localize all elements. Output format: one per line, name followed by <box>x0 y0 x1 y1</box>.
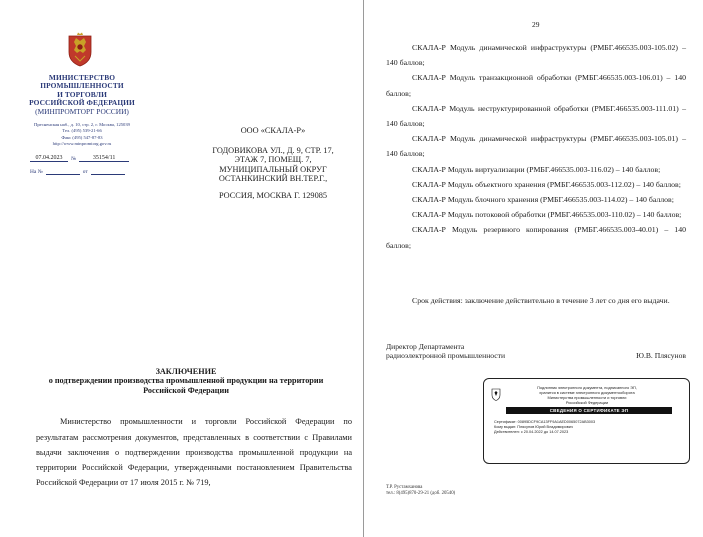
product-list <box>386 40 686 253</box>
coat-of-arms-icon <box>491 387 501 401</box>
stamp-valid-label: Действителен: <box>494 430 520 435</box>
reply-from: от <box>82 169 88 175</box>
conclusion-title <box>36 367 336 395</box>
ministry-name <box>20 74 144 116</box>
list-item: СКАЛА-Р Модуль потоковой обработки (РМБГ.466535.003-110.02) – 140 баллов; <box>412 210 682 220</box>
document-number: 35154/11 <box>79 155 129 162</box>
list-item: СКАЛА-Р Модуль динамической инфраструктуры (РМБГ.466535.003-105.01) – 140 баллов; <box>386 134 686 159</box>
validity-statement: Срок действия: заключение действительно в течение 3 лет со дня его выдачи. <box>412 296 670 305</box>
stamp-owner-value: Плясунов Юрий Владимирович <box>517 425 573 430</box>
addressee-block <box>198 126 348 201</box>
executor-name: Т.Р. Рустамханова <box>386 485 423 490</box>
ministry-line-4: РОССИЙСКОЙ ФЕДЕРАЦИИ <box>29 98 135 108</box>
stamp-header-line: Подлинник электронного документа, подписанного ЭП, <box>537 385 637 390</box>
list-item: СКАЛА-Р Модуль резервного копирования (РМБГ.466535.003-40.01) – 140 баллов; <box>386 225 686 250</box>
stamp-owner-label: Кому выдан: <box>494 425 517 430</box>
addressee-address-line-4: ОСТАНКИНСКИЙ ВН.ТЕР.Г., <box>218 174 328 184</box>
ministry-address: Пресненская наб., д. 10, стр. 2, г. Москва, 125039 <box>34 122 130 127</box>
addressee-city: РОССИЯ, МОСКВА Г. 129085 <box>218 190 328 200</box>
signer-title-2: радиоэлектронной промышленности <box>386 351 506 361</box>
ministry-fax: Факс (495) 547-87-83 <box>61 134 103 140</box>
addressee-org: ООО «СКАЛА-Р» <box>240 126 306 135</box>
stamp-details <box>494 420 684 435</box>
ministry-short-name: (МИНПРОМТОРГ РОССИИ) <box>35 106 129 116</box>
list-item: СКАЛА-Р Модуль неструктурированной обработки (РМБГ.466535.003-111.01) – 140 баллов; <box>386 103 686 129</box>
stamp-valid-value: с 20.04.2022 до 14.07.2023 <box>520 430 569 435</box>
reply-prefix: На № <box>30 169 43 175</box>
conclusion-title-3: Российской Федерации <box>143 385 229 395</box>
signer-title-1: Директор Департамента <box>386 342 465 351</box>
coat-of-arms-icon <box>66 32 94 68</box>
list-item: СКАЛА-Р Модуль виртуализации (РМБГ.466535.003-116.02) – 140 баллов; <box>412 164 661 174</box>
ministry-line-1: МИНИСТЕРСТВО <box>48 73 116 82</box>
stamp-header-line: Российской Федерации <box>565 400 609 405</box>
ministry-contacts <box>20 122 144 148</box>
ministry-line-3: И ТОРГОВЛИ <box>57 89 107 99</box>
stamp-header <box>502 385 672 405</box>
stamp-valid-row <box>494 430 684 435</box>
conclusion-title-1: ЗАКЛЮЧЕНИЕ <box>155 367 217 376</box>
list-item: СКАЛА-Р Модуль объектного хранения (РМБГ.466535.003-112.02) – 140 баллов; <box>412 179 681 189</box>
ministry-line-2: ПРОМЫШЛЕННОСТИ <box>40 81 124 91</box>
registration-line <box>30 155 142 162</box>
addressee-address-line-2: ЭТАЖ 7, ПОМЕЩ. 7, <box>234 155 312 165</box>
ministry-website: http://www.minpromtorg.gov.ru <box>52 141 112 147</box>
reply-date-blank <box>91 174 125 175</box>
signer-name: Ю.В. Плясунов <box>636 351 686 361</box>
number-sign: № <box>71 156 77 162</box>
reply-line <box>30 169 142 175</box>
list-item: СКАЛА-Р Модуль динамической инфраструктуры (РМБГ.466535.003-105.02) – 140 баллов; <box>386 43 686 68</box>
right-page <box>364 0 703 537</box>
electronic-signature-stamp <box>483 378 690 464</box>
conclusion-body: Министерство промышленности и торговли Российской Федерации по результатам рассмотрения документов, представленных в соответствии с Правилами выдачи заключения о подтверждении производства промышленной продукции на территории Российской Федерации, утвержденными постановлением Правительства Российской Федерации от 17 июля 2015 г. № 719, <box>36 417 352 488</box>
list-item: СКАЛА-Р Модуль транзакционной обработки (РМБГ.466535.003-106.01) – 140 баллов; <box>386 73 686 98</box>
list-item: СКАЛА-Р Модуль блочного хранения (РМБГ.466535.003-114.02) – 140 баллов; <box>412 195 674 205</box>
executor-phone: тел.: 8(495)870-29-21 (доб. 20540) <box>386 491 456 497</box>
ministry-phone: Тел. (495) 539-21-66 <box>62 128 102 134</box>
stamp-header-line: хранится в системе электронного документооборота <box>539 390 635 395</box>
executor-info <box>386 485 586 498</box>
stamp-cert-label: Сертификат: <box>494 420 517 424</box>
signer-row <box>386 351 686 360</box>
addressee-address-line-3: МУНИЦИПАЛЬНЫЙ ОКРУГ <box>219 164 327 174</box>
signature-block <box>386 342 686 361</box>
addressee-address-line-1: ГОДОВИКОВА УЛ., Д. 9, СТР. 17, <box>212 145 334 155</box>
stamp-certificate-bar: СВЕДЕНИЯ О СЕРТИФИКАТЕ ЭП <box>506 407 672 414</box>
page-number: 29 <box>532 20 540 29</box>
reply-number-blank <box>46 174 80 175</box>
stamp-cert-value: 00895DCF9CA13FF9A1AED0065072AB3003 <box>517 420 596 424</box>
stamp-header-line: Министерства промышленности и торговли <box>547 395 627 400</box>
document-date: 07.04.2023 <box>30 155 68 162</box>
conclusion-title-2: о подтверждении производства промышленной продукции на территории <box>48 376 324 386</box>
